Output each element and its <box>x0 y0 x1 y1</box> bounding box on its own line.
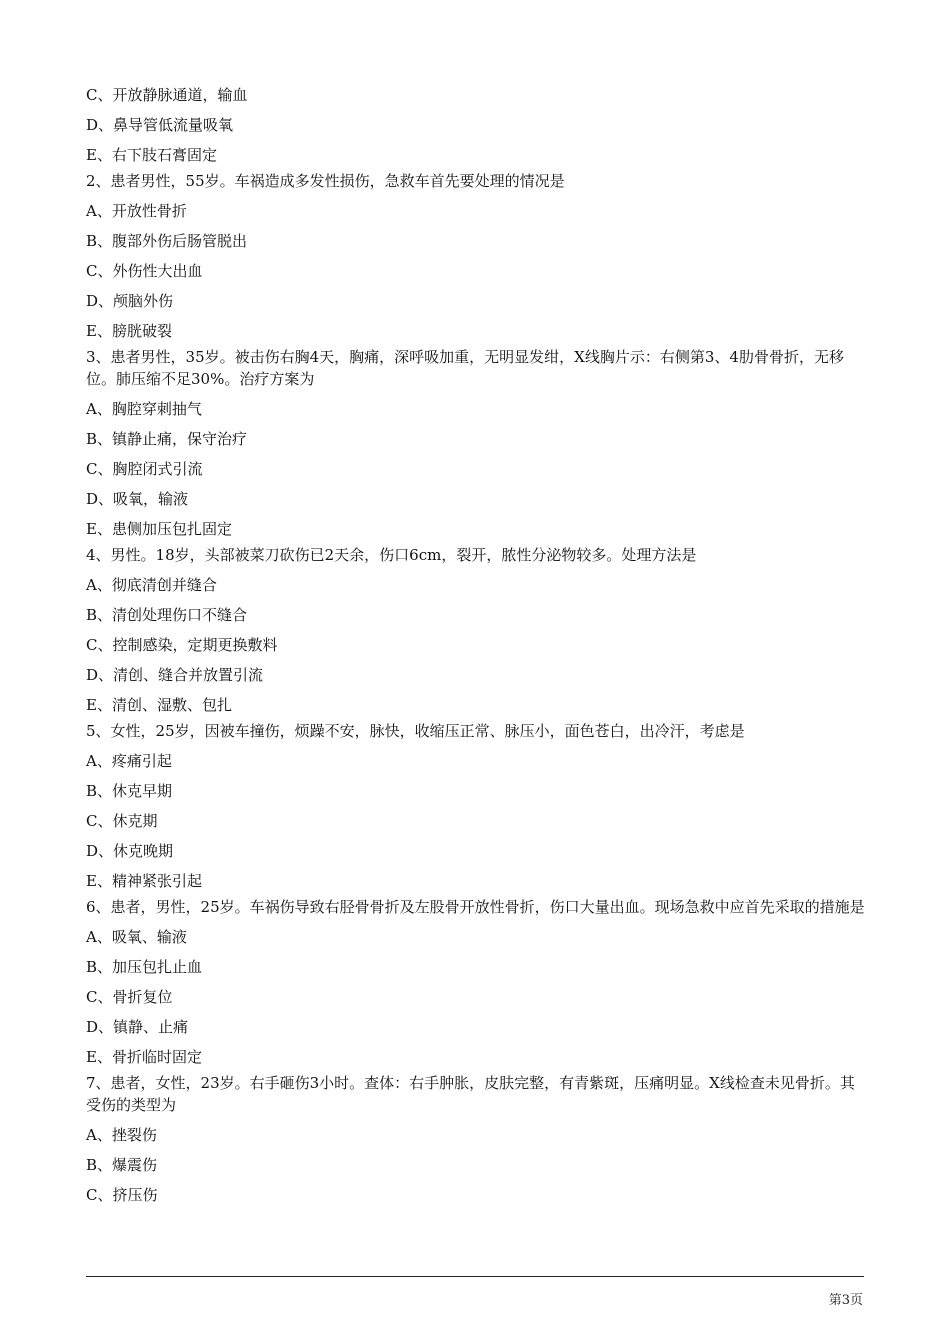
question-line: 5、女性，25岁，因被车撞伤，烦躁不安，脉快，收缩压正常、脉压小，面色苍白，出冷汗，考虑是 <box>86 722 745 740</box>
option-line: C、休克期 <box>86 812 158 830</box>
option-line: D、清创、缝合并放置引流 <box>86 666 264 684</box>
question-line: 2、患者男性，55岁。车祸造成多发性损伤，急救车首先要处理的情况是 <box>86 172 565 190</box>
document-body <box>86 84 866 1206</box>
option-line: D、休克晚期 <box>86 842 174 860</box>
option-line: D、鼻导管低流量吸氧 <box>86 116 234 134</box>
option-line: E、患侧加压包扎固定 <box>86 520 232 538</box>
option-line: A、疼痛引起 <box>86 752 172 770</box>
option-line: A、开放性骨折 <box>86 202 187 220</box>
option-line: E、膀胱破裂 <box>86 322 172 340</box>
option-line: E、精神紧张引起 <box>86 872 202 890</box>
option-line: B、清创处理伤口不缝合 <box>86 606 248 624</box>
option-line: C、挤压伤 <box>86 1186 158 1204</box>
question-line: 6、患者，男性，25岁。车祸伤导致右胫骨骨折及左股骨开放性骨折，伤口大量出血。现场急救中应首先采取的措施是 <box>86 898 865 916</box>
option-line: C、外伤性大出血 <box>86 262 203 280</box>
option-line: D、吸氧，输液 <box>86 490 189 508</box>
option-line: A、胸腔穿刺抽气 <box>86 400 202 418</box>
option-line: D、颅脑外伤 <box>86 292 174 310</box>
question-line: 4、男性。18岁，头部被菜刀砍伤已2天余，伤口6cm，裂开，脓性分泌物较多。处理方法是 <box>86 546 697 564</box>
option-line: D、镇静、止痛 <box>86 1018 189 1036</box>
option-line: A、吸氧、输液 <box>86 928 187 946</box>
option-line: B、镇静止痛，保守治疗 <box>86 430 248 448</box>
option-line: E、清创、湿敷、包扎 <box>86 696 232 714</box>
option-line: A、彻底清创并缝合 <box>86 576 217 594</box>
option-line: B、腹部外伤后肠管脱出 <box>86 232 248 250</box>
question-line: 3、患者男性，35岁。被击伤右胸4天，胸痛，深呼吸加重，无明显发绀，X线胸片示：右侧第3、4肋骨骨折，无移位。肺压缩不足30%。治疗方案为 <box>86 348 844 388</box>
option-line: B、加压包扎止血 <box>86 958 203 976</box>
question-line: 7、患者，女性，23岁。右手砸伤3小时。查体：右手肿胀，皮肤完整，有青紫斑，压痛明显。X线检查未见骨折。其受伤的类型为 <box>86 1074 855 1114</box>
option-line: E、骨折临时固定 <box>86 1048 202 1066</box>
option-line: C、骨折复位 <box>86 988 173 1006</box>
option-line: C、开放静脉通道，输血 <box>86 86 248 104</box>
page-number: 第3页 <box>828 1293 863 1308</box>
option-line: E、右下肢石膏固定 <box>86 146 217 164</box>
option-line: B、爆震伤 <box>86 1156 158 1174</box>
option-line: A、挫裂伤 <box>86 1126 157 1144</box>
option-line: B、休克早期 <box>86 782 173 800</box>
option-line: C、胸腔闭式引流 <box>86 460 203 478</box>
option-line: C、控制感染，定期更换敷料 <box>86 636 278 654</box>
footer-divider <box>86 1276 864 1277</box>
